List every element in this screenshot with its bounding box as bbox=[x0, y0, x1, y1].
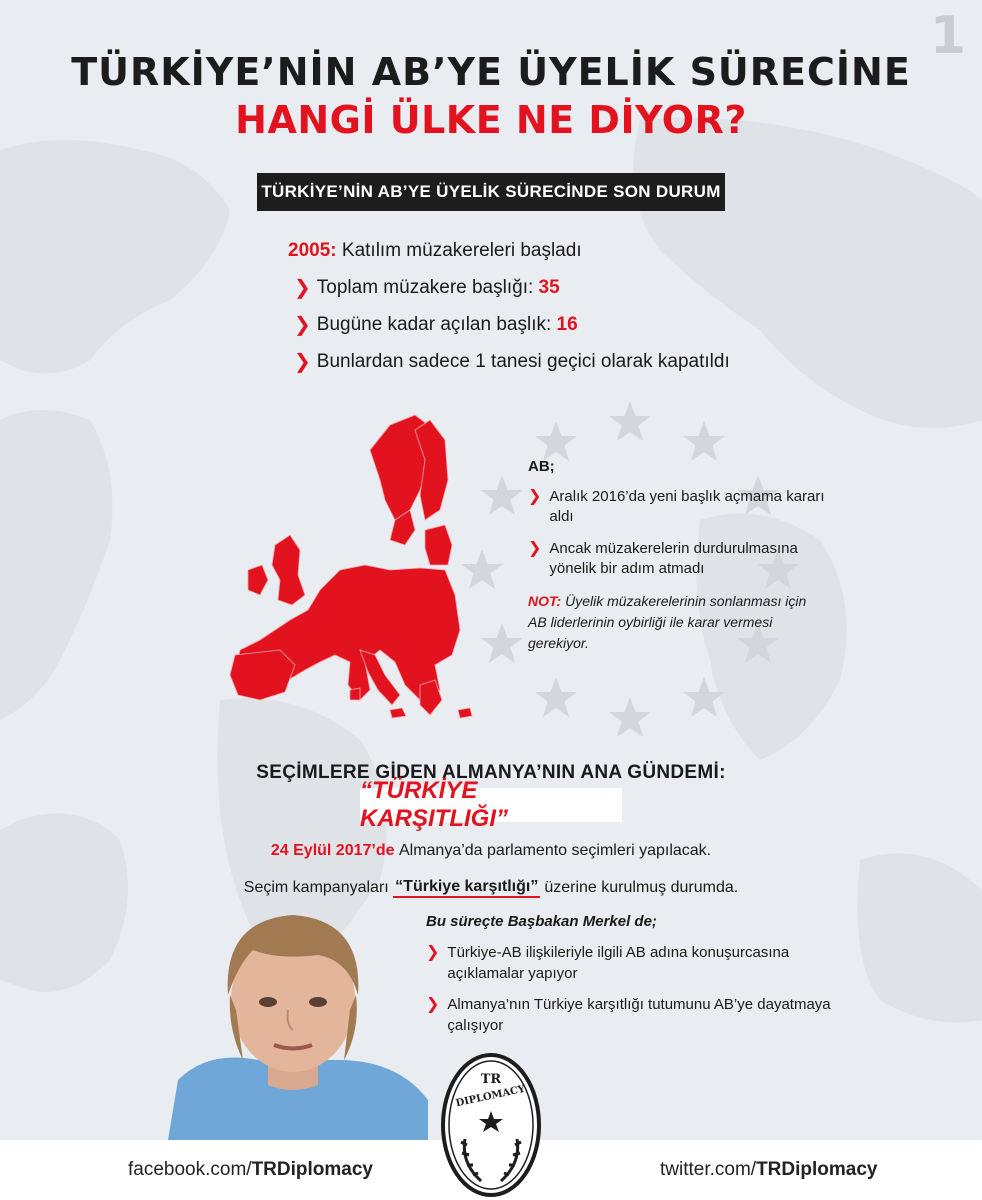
trdiplomacy-logo bbox=[441, 1053, 541, 1197]
status-item-value: 16 bbox=[556, 313, 578, 335]
eu-star-icon bbox=[607, 399, 653, 445]
eu-star-icon bbox=[479, 473, 525, 519]
ab-note-label: NOT: bbox=[528, 593, 562, 609]
facebook-link[interactable] bbox=[128, 1159, 373, 1181]
status-list bbox=[288, 232, 730, 380]
merkel-item bbox=[426, 994, 836, 1036]
campaign-pre: Seçim kampanyaları bbox=[243, 878, 389, 896]
campaign-key: “Türkiye karşıtlığı” bbox=[393, 878, 540, 898]
chevron-right-icon: ❯ bbox=[528, 540, 542, 557]
germany-info bbox=[0, 832, 982, 906]
germany-election-row bbox=[0, 832, 982, 869]
main-title: TÜRKİYE’NİN AB’YE ÜYELİK SÜRECİNE bbox=[71, 50, 911, 94]
chevron-right-icon: ❯ bbox=[294, 351, 311, 373]
facebook-prefix: facebook.com/ bbox=[128, 1159, 252, 1180]
eu-star-icon bbox=[533, 675, 579, 721]
election-text: Almanya’da parlamento seçimleri yapılacak. bbox=[398, 841, 712, 859]
chevron-right-icon: ❯ bbox=[294, 314, 311, 336]
merkel-item-text: Türkiye-AB ilişkileriyle ilgili AB adına konuşurcasına açıklamalar yapıyor bbox=[447, 944, 790, 982]
ab-item bbox=[528, 487, 828, 527]
election-date: 24 Eylül 2017’de bbox=[270, 841, 395, 859]
page-number: 1 bbox=[929, 6, 966, 66]
campaign-post: üzerine kurulmuş durumda. bbox=[544, 878, 739, 896]
ab-item-text: Ancak müzakerelerin durdurulmasına yönelik bir adım atmadı bbox=[549, 540, 798, 577]
facebook-handle: TRDiplomacy bbox=[251, 1159, 373, 1180]
status-item-text: Bugüne kadar açılan başlık: bbox=[316, 313, 552, 335]
eu-map-illustration bbox=[220, 400, 480, 720]
chevron-right-icon: ❯ bbox=[294, 277, 311, 299]
eu-star-icon bbox=[607, 695, 653, 741]
status-year-row bbox=[288, 232, 730, 269]
status-item bbox=[288, 269, 730, 306]
germany-campaign-row bbox=[0, 869, 982, 906]
ab-head: AB; bbox=[528, 458, 555, 475]
status-year: 2005: bbox=[288, 239, 337, 261]
merkel-item-text: Almanya’nın Türkiye karşıtlığı tutumunu AB’ye dayatmaya çalışıyor bbox=[447, 996, 831, 1034]
chevron-right-icon: ❯ bbox=[426, 944, 440, 961]
status-item bbox=[288, 306, 730, 343]
ab-item-text: Aralık 2016’da yeni başlık açmama kararı aldı bbox=[549, 488, 825, 525]
merkel-head: Bu süreçte Başbakan Merkel de; bbox=[426, 913, 657, 930]
ab-info-box bbox=[528, 458, 828, 654]
ab-item bbox=[528, 539, 828, 579]
twitter-link[interactable] bbox=[660, 1159, 878, 1181]
chevron-right-icon: ❯ bbox=[528, 488, 542, 505]
logo-ring-text: DIPLOMACY bbox=[454, 1083, 527, 1110]
germany-section-title: SEÇİMLERE GİDEN ALMANYA’NIN ANA GÜNDEMİ: bbox=[256, 762, 726, 783]
merkel-portrait bbox=[168, 900, 428, 1140]
logo-top-text: TR bbox=[480, 1072, 502, 1087]
status-item bbox=[288, 343, 730, 380]
status-item-text: Toplam müzakere başlığı: bbox=[316, 276, 534, 298]
merkel-info-box bbox=[426, 913, 836, 1046]
twitter-prefix: twitter.com/ bbox=[660, 1159, 757, 1180]
eu-star-icon bbox=[681, 675, 727, 721]
ab-note bbox=[528, 591, 828, 654]
status-banner: TÜRKİYE’NİN AB’YE ÜYELİK SÜRECİNDE SON DURUM bbox=[257, 173, 725, 211]
ab-note-text: Üyelik müzakerelerinin sonlanması için AB liderlerinin oybirliği ile karar vermesi gerekiyor. bbox=[528, 593, 807, 651]
eu-star-icon bbox=[479, 621, 525, 667]
twitter-handle: TRDiplomacy bbox=[756, 1159, 878, 1180]
status-item-text: Bunlardan sadece 1 tanesi geçici olarak kapatıldı bbox=[316, 350, 730, 372]
status-year-text: Katılım müzakereleri başladı bbox=[341, 239, 582, 261]
chevron-right-icon: ❯ bbox=[426, 996, 440, 1013]
status-item-value: 35 bbox=[538, 276, 560, 298]
germany-section-subtitle: “TÜRKİYE KARŞITLIĞI” bbox=[360, 788, 622, 822]
merkel-item bbox=[426, 942, 836, 984]
main-subtitle: HANGİ ÜLKE NE DİYOR? bbox=[235, 98, 747, 142]
